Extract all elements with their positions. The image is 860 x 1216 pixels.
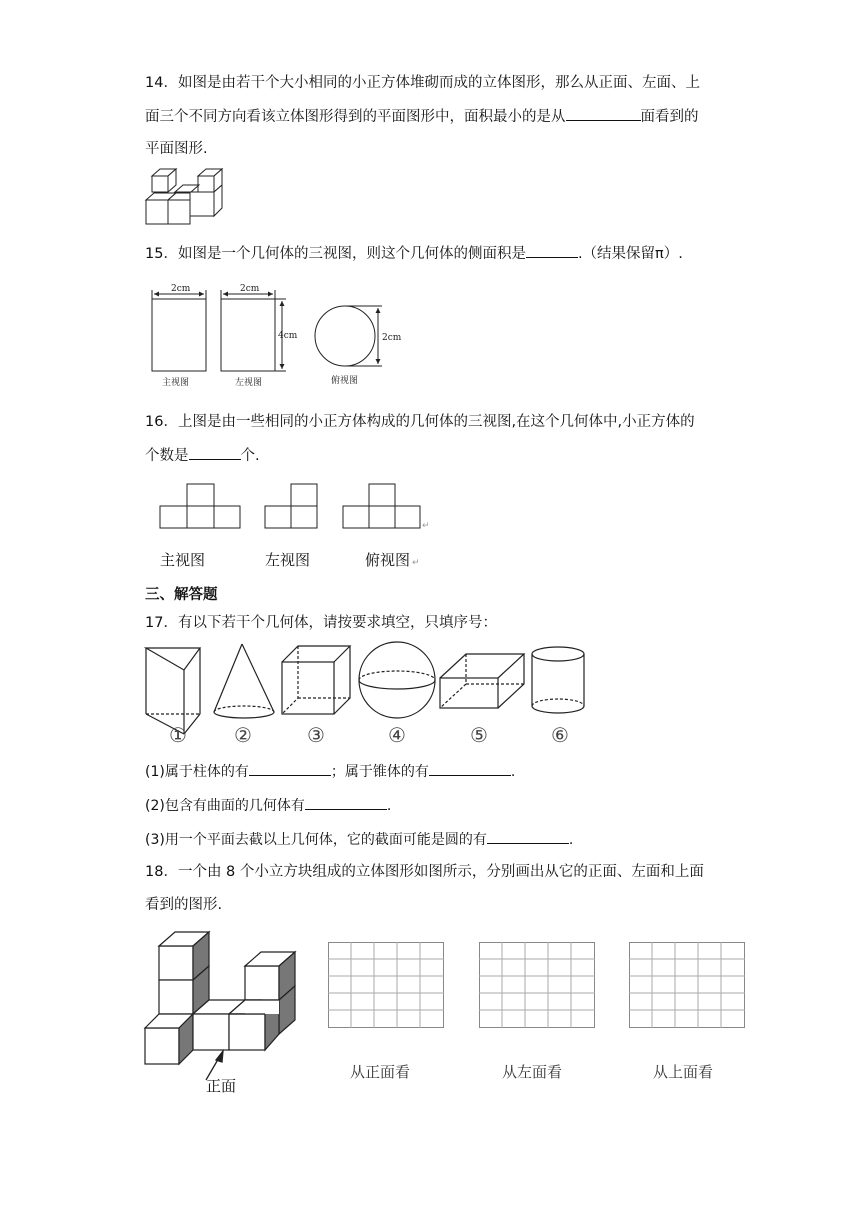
q16-line1: 16．上图是由一些相同的小正方体构成的几何体的三视图,在这个几何体中,小正方体的 bbox=[145, 414, 695, 430]
q17-prisms-blank[interactable] bbox=[249, 761, 331, 776]
q14-line3: 平面图形. bbox=[145, 141, 208, 157]
q16-label-left-view: 左视图 bbox=[265, 551, 311, 569]
q17-part1 bbox=[145, 761, 515, 782]
q17-part1-end: . bbox=[510, 764, 516, 780]
cuboid-shape bbox=[440, 654, 524, 708]
cylinder-shape bbox=[532, 647, 584, 713]
q18-grid-left[interactable] bbox=[479, 942, 595, 1028]
q17-cones-blank[interactable] bbox=[429, 761, 511, 776]
q17-part3 bbox=[145, 829, 573, 850]
q16-line2 bbox=[145, 445, 260, 466]
q16-label-top-view: 俯视图 bbox=[365, 551, 411, 569]
solid-label-6: ⑥ bbox=[551, 723, 569, 747]
q17-circle-section-blank[interactable] bbox=[487, 829, 569, 844]
q14-line1: 14．如图是由若干个大小相同的小正方体堆砌而成的立体图形，那么从正面、左面、上 bbox=[145, 75, 700, 91]
q18-line2: 看到的图形. bbox=[145, 897, 223, 913]
q15-dim-front-width: 2cm bbox=[171, 284, 191, 294]
q16-return-mark-2: ↵ bbox=[412, 558, 420, 568]
q17-intro: 17．有以下若干个几何体，请按要求填空，只填序号： bbox=[145, 615, 497, 631]
q15-label-top-view: 俯视图 bbox=[331, 376, 359, 386]
q14-cube-stack-figure bbox=[144, 168, 224, 228]
q16-line2-end: 个. bbox=[240, 448, 260, 464]
q15-text-end: .（结果保留π）. bbox=[577, 246, 683, 262]
sphere-shape bbox=[359, 642, 435, 718]
q17-part3-end: . bbox=[568, 832, 574, 848]
q15-dim-height: 4cm bbox=[278, 331, 298, 341]
q17-part1-cones-text: ；属于锥体的有 bbox=[330, 764, 429, 780]
cone-shape bbox=[214, 644, 274, 718]
q18-grid-front[interactable] bbox=[328, 942, 444, 1028]
q15-dim-left-width: 2cm bbox=[240, 284, 260, 294]
q17-solids-figure bbox=[144, 640, 604, 750]
q17-part2-end: . bbox=[386, 798, 392, 814]
q14-line2-end: 面看到的 bbox=[640, 109, 699, 125]
cube-shape bbox=[282, 646, 350, 714]
q18-grid-top-label: 从上面看 bbox=[653, 1063, 714, 1081]
q14-line2 bbox=[145, 106, 699, 127]
q17-part3-text: (3)用一个平面去截以上几何体，它的截面可能是圆的有 bbox=[145, 832, 487, 848]
q16-three-views-figure bbox=[158, 482, 438, 574]
q18-front-label: 正面 bbox=[206, 1077, 237, 1095]
q16-return-mark-1: ↵ bbox=[422, 521, 430, 531]
q16-label-front-view: 主视图 bbox=[160, 551, 206, 569]
solid-label-5: ⑤ bbox=[470, 723, 488, 747]
q18-grid-top[interactable] bbox=[629, 942, 745, 1028]
q14-line2-start: 面三个不同方向看该立体图形得到的平面图形中，面积最小的是从 bbox=[145, 109, 566, 125]
section-title: 三、解答题 bbox=[145, 587, 218, 603]
q15-text-start: 15．如图是一个几何体的三视图，则这个几何体的侧面积是 bbox=[145, 246, 526, 262]
q15-three-views-figure bbox=[148, 282, 402, 392]
solid-label-1: ① bbox=[169, 723, 187, 747]
solid-label-2: ② bbox=[234, 723, 252, 747]
q15-dim-diameter: 2cm bbox=[382, 333, 402, 343]
q16-answer-blank[interactable] bbox=[189, 445, 241, 460]
q14-answer-blank[interactable] bbox=[566, 106, 641, 121]
q15-label-front-view: 主视图 bbox=[162, 378, 190, 388]
q18-grid-left-label: 从左面看 bbox=[502, 1063, 563, 1081]
q15-label-left-view: 左视图 bbox=[235, 378, 263, 388]
q17-part2-text: (2)包含有曲面的几何体有 bbox=[145, 798, 305, 814]
q18-grid-front-label: 从正面看 bbox=[350, 1063, 411, 1081]
q15-answer-blank[interactable] bbox=[526, 243, 578, 258]
q18-line1: 18．一个由 8 个小立方块组成的立体图形如图所示，分别画出从它的正面、左面和上面 bbox=[145, 864, 704, 880]
triangular-prism-shape bbox=[146, 648, 200, 734]
solid-label-4: ④ bbox=[388, 723, 406, 747]
q18-cube-structure-figure bbox=[144, 930, 304, 1095]
q17-curved-blank[interactable] bbox=[305, 795, 387, 810]
q16-line2-start: 个数是 bbox=[145, 448, 189, 464]
solid-label-3: ③ bbox=[307, 723, 325, 747]
q15-line bbox=[145, 243, 683, 264]
q17-part2 bbox=[145, 795, 391, 816]
q17-part1-prisms-text: (1)属于柱体的有 bbox=[145, 764, 249, 780]
